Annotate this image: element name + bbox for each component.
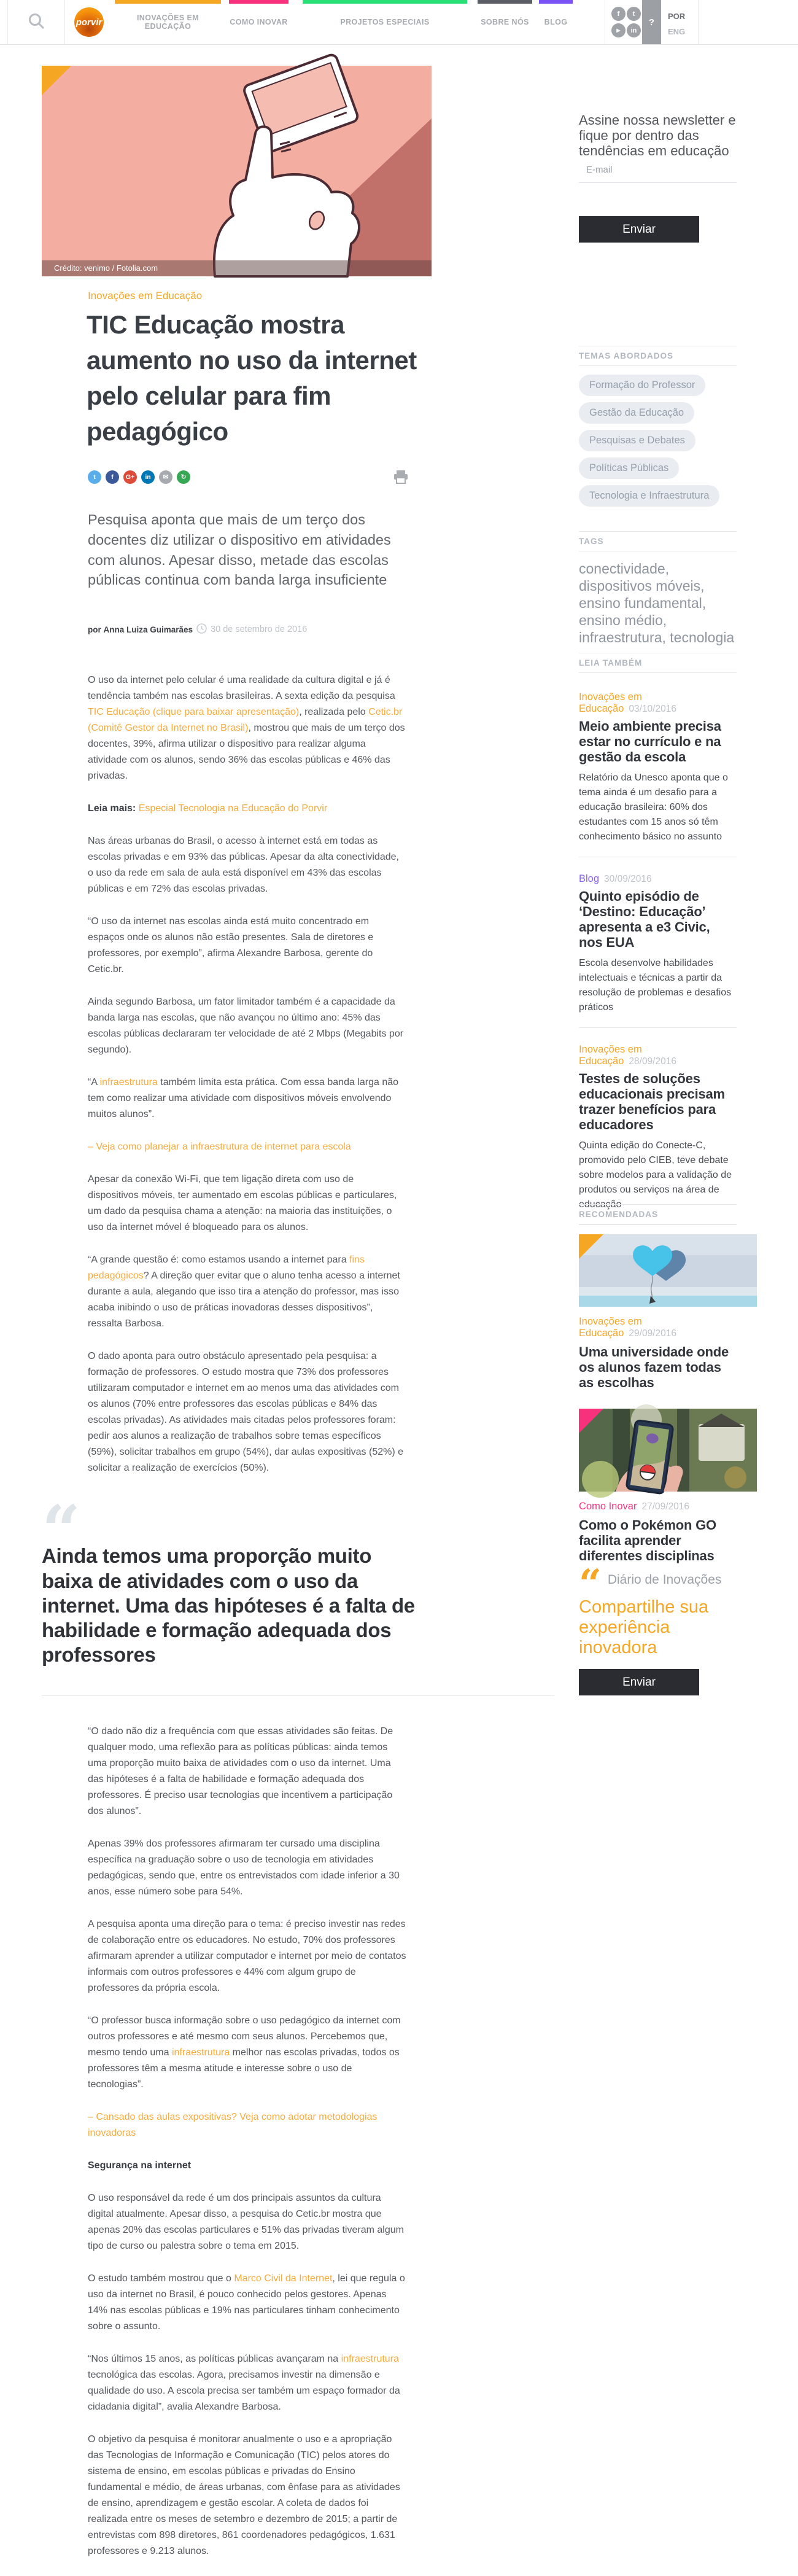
- tags-heading: TAGS: [579, 531, 737, 551]
- diario-cta-link[interactable]: Compartilhe sua experiência inovadora: [579, 1597, 709, 1657]
- text-segment: O dado aponta para outro obstáculo apresentado pela pesquisa: a formação de professores. O estudo mostra que 73% dos professores utilizaram computador e internet em ao menos uma das atividades com os alunos (70% entre professores das escolas públicas e 84% das escolas privadas). As atividades mais citadas pelos professores foram: pedir aos alunos a realização de trabalhos sobre temas específicos (59%), solicitar trabalhos em grupo (54%), dar aulas expositivas (52%) e solicitar a realização de exercícios (50%).: [88, 1351, 404, 1474]
- nav-item-projetos-especiais[interactable]: [303, 0, 467, 44]
- inline-link[interactable]: infraestrutura: [171, 2047, 230, 2058]
- article-paragraph: [88, 1836, 407, 1900]
- related-category-link[interactable]: Inovações em Educação: [579, 1044, 642, 1067]
- print-icon[interactable]: [393, 470, 408, 487]
- share-twitter-icon[interactable]: t: [88, 470, 101, 484]
- share-googleplus-icon[interactable]: G+: [123, 470, 137, 484]
- nav-label: SOBRE NÓS: [481, 18, 529, 26]
- related-category-link[interactable]: Blog: [579, 873, 600, 884]
- recomendadas-heading: RECOMENDADAS: [579, 1204, 737, 1224]
- share-email-icon[interactable]: ✉: [159, 470, 172, 484]
- divider: [42, 1695, 554, 1696]
- related-title-link[interactable]: Quinto episódio de ‘Destino: Educação’ apresenta a e3 Civic, nos EUA: [579, 889, 710, 950]
- text-segment: melhor nas escolas privadas, todos os professores têm a mesma atitude e interesse sobre o uso de tecnologias”.: [88, 2047, 400, 2090]
- text-segment: , mostrou que mais de um terço dos docentes, 39%, afirma utilizar o dispositivo para realizar alguma atividade com os alunos, sendo 36% das escolas públicas e 46% das privadas.: [88, 723, 405, 782]
- logo-text: porvir: [76, 17, 103, 28]
- text-segment: “Nos últimos 15 anos, as políticas públicas avançaram na: [88, 2353, 341, 2364]
- text-segment: “O uso da internet nas escolas ainda está muito concentrado em espaços onde os alunos não estão presentes. Sala de diretores e professores, por exemplo”, afirma Alexandre Barbosa, gerente do Cetic.br.: [88, 916, 374, 975]
- article-paragraph: [88, 2190, 407, 2254]
- article-body: [42, 672, 415, 2559]
- article-paragraph: [88, 801, 407, 817]
- text-segment: O estudo também mostrou que o: [88, 2273, 234, 2284]
- inline-link[interactable]: Especial Tecnologia na Educação do Porvir: [136, 803, 328, 814]
- inline-link[interactable]: infraestrutura: [99, 1077, 158, 1088]
- share-bar: [88, 470, 408, 484]
- inline-link[interactable]: TIC Educação (clique para baixar apresentação): [88, 707, 300, 718]
- section-subheading: Segurança na internet: [88, 2160, 192, 2171]
- search-icon: [27, 12, 45, 33]
- article-paragraph: [88, 1252, 407, 1332]
- page-title: TIC Educação mostra aumento no uso da internet pelo celular para fim pedagógico: [87, 310, 417, 446]
- diario-label: Diário de Inovações: [607, 1573, 722, 1587]
- related-excerpt: Relatório da Unesco aponta que o tema ainda é um desafio para a educação brasileira: 60% dos estudantes com 15 anos só têm conhecimento básico no assunto: [579, 772, 728, 842]
- share-facebook-icon[interactable]: f: [106, 470, 119, 484]
- help-button[interactable]: ?: [642, 0, 661, 44]
- tag-pill[interactable]: Tecnologia e Infraestrutura: [579, 485, 719, 507]
- tags-list[interactable]: conectividade, dispositivos móveis, ensino fundamental, ensino médio, infraestrutura, tecnologia: [579, 561, 735, 645]
- related-title-link[interactable]: Meio ambiente precisa estar no currículo e na gestão da escola: [579, 718, 721, 765]
- article-paragraph: [88, 2351, 407, 2415]
- recommended-category-link[interactable]: Como Inovar: [579, 1501, 637, 1512]
- related-date: 03/10/2016: [629, 704, 676, 714]
- linkedin-icon[interactable]: in: [627, 23, 641, 37]
- porvir-logo[interactable]: [74, 7, 104, 37]
- leia-tambem-heading: LEIA TAMBÉM: [579, 653, 737, 673]
- recommended-title-link[interactable]: Uma universidade onde os alunos fazem todas as escolhas: [579, 1344, 729, 1390]
- byline: [88, 623, 432, 636]
- facebook-icon[interactable]: f: [611, 7, 626, 21]
- pull-quote-text: Ainda temos uma proporção muito baixa de atividades com o uso da internet. Uma das hipóteses é a falta de habilidade e formação adequada dos professores: [42, 1544, 415, 1667]
- hero-image: [42, 66, 432, 276]
- text-segment: “A grande questão é: como estamos usando a internet para: [88, 1255, 350, 1266]
- article-category-link[interactable]: Inovações em Educação: [88, 290, 203, 302]
- article-paragraph: [88, 1172, 407, 1235]
- quote-icon: “: [579, 1561, 602, 1607]
- divider: [698, 0, 699, 44]
- nav-item-como-inovar[interactable]: [229, 0, 289, 44]
- related-excerpt: Escola desenvolve habilidades intelectuais e técnicas a partir da resolução de problemas e desafios práticos: [579, 958, 732, 1013]
- leia-tambem-section: [579, 653, 737, 1241]
- nav-item-inovacoes-em-educacao[interactable]: [115, 0, 221, 44]
- text-segment: A pesquisa aponta uma direção para o tema: é preciso investir nas redes de colaboração entre os educadores. No estudo, 70% dos professores afirmaram aprender a utilizar computador e internet por meio de contatos informais com outros professores e 44% com algum grupo de professores da própria escola.: [88, 1918, 406, 1993]
- temas-heading: TEMAS ABORDADOS: [579, 346, 737, 366]
- search-button[interactable]: [7, 0, 65, 44]
- article-paragraph: [88, 833, 407, 897]
- tags-section: [579, 531, 737, 646]
- tag-pill[interactable]: Pesquisas e Debates: [579, 430, 695, 451]
- divider: [579, 1027, 737, 1028]
- text-segment: Ainda segundo Barbosa, um fator limitador também é a capacidade da banda larga nas escolas, que não avançou no último ano: 45% das escolas públicas declararam ter velocidade de até 2 Mbps (Megabits por segundo).: [88, 997, 404, 1056]
- related-article: [579, 873, 737, 1028]
- inline-link[interactable]: infraestrutura: [341, 2353, 399, 2364]
- related-article: [579, 691, 737, 857]
- clock-icon: [196, 623, 207, 636]
- article-paragraph: [88, 2432, 407, 2559]
- newsletter-heading: Assine nossa newsletter e fique por dentro das tendências em educação: [579, 112, 736, 158]
- newsletter-send-button[interactable]: Enviar: [579, 216, 699, 243]
- youtube-icon[interactable]: ▶: [611, 23, 626, 37]
- inline-link[interactable]: – Veja como planejar a infraestrutura de internet para escola: [88, 1142, 351, 1153]
- text-segment: ? A direção quer evitar que o aluno tenha acesso a internet durante a aula, alegando que isso tira a atenção do professor, mas isso acaba inibindo o uso de práticas inovadoras desses dispositivos”, ressalta Barbosa.: [88, 1270, 400, 1329]
- recommended-date: 27/09/2016: [641, 1501, 690, 1512]
- article-subtitle: Pesquisa aponta que mais de um terço dos docentes diz utilizar o dispositivo em atividades com alunos. Apesar disso, metade das escolas públicas continua com banda larga insuficiente: [88, 511, 391, 588]
- corner-triangle-icon: [579, 1234, 603, 1259]
- diario-send-button[interactable]: Enviar: [579, 1669, 699, 1695]
- recommended-date: 29/09/2016: [629, 1328, 676, 1339]
- twitter-icon[interactable]: t: [627, 7, 641, 21]
- recomendadas-section: [579, 1204, 737, 1570]
- article-paragraph: [88, 2271, 407, 2335]
- tag-pill[interactable]: Políticas Públicas: [579, 457, 679, 479]
- text-segment: “O dado não diz a frequência com que essas atividades são feitas. De qualquer modo, uma reflexão para as políticas públicas: ainda temos uma proporção muito baixa de atividades com o uso da internet. Uma das hipóteses é a falta de habilidade e formação adequada dos professores. É preciso usar tecnologias que incentivem a participação dos alunos”.: [88, 1726, 393, 1816]
- corner-triangle-icon: [579, 1409, 603, 1433]
- related-category-link[interactable]: Inovações em Educação: [579, 691, 642, 714]
- article-paragraph: [88, 1916, 407, 1996]
- article-paragraph: [88, 1139, 407, 1155]
- tag-pill[interactable]: Formação do Professor: [579, 375, 705, 396]
- share-linkedin-icon[interactable]: in: [141, 470, 155, 484]
- related-date: 28/09/2016: [629, 1056, 676, 1067]
- lang-eng-button[interactable]: ENG: [668, 27, 686, 36]
- temas-pills: [579, 375, 737, 507]
- email-field[interactable]: [579, 158, 737, 183]
- text-segment: , realizada pelo: [299, 707, 369, 718]
- text-segment: O objetivo da pesquisa é monitorar anualmente o uso e a apropriação das Tecnologias de Informação e Comunicação (TIC) pelos atores do sistema de ensino, em escolas públicas e privadas do Ensino fundamental e médio, de áreas urbanas, com ênfase para as atividades de ensino, aprendizagem e gestão escolar. A coleta de dados foi realizada entre os meses de setembro e dezembro de 2015; a partir de entrevistas com 898 diretores, 861 coordenadores pedagógicos, 1.631 professores e 9.213 alunos.: [88, 2434, 400, 2556]
- nav-item-blog[interactable]: [539, 0, 573, 44]
- heart-balloon-photo[interactable]: [579, 1234, 757, 1310]
- inline-link[interactable]: Marco Civil da Internet: [234, 2273, 333, 2284]
- article-paragraph: [88, 1724, 407, 1819]
- related-date: 30/09/2016: [604, 874, 652, 884]
- newsletter-field-wrap: [579, 158, 737, 183]
- tag-pill[interactable]: Gestão da Educação: [579, 402, 694, 424]
- article-paragraph: [88, 2109, 407, 2141]
- text-segment: O uso da internet pelo celular é uma realidade da cultura digital e já é tendência também nas escolas brasileiras. A sexta edição da pesquisa: [88, 675, 395, 702]
- nav-item-sobre-nos[interactable]: [478, 0, 532, 44]
- text-segment: Apesar da conexão Wi-Fi, que tem ligação direta com uso de dispositivos móveis, ter aumentado em escolas públicas e particulares, um dado da pesquisa chama a atenção: na maioria das instituições, o uso da internet móvel é bloqueado para os alunos.: [88, 1174, 397, 1233]
- nav-label: INOVAÇÕES EM EDUCAÇÃO: [136, 14, 200, 31]
- article-column: [42, 66, 432, 2576]
- article-paragraph: [88, 994, 407, 1058]
- article-paragraph: [88, 1075, 407, 1123]
- text-segment: , lei que regula o uso da internet no Brasil, é pouco conhecido pelos gestores. Apenas 14% nas escolas públicas e 19% nas particulares tinham conhecimento sobre o assunto.: [88, 2273, 405, 2332]
- lang-por-button[interactable]: POR: [668, 12, 686, 21]
- text-segment: “A: [88, 1077, 100, 1088]
- share-repost-icon[interactable]: ↻: [177, 470, 190, 484]
- nav-label: COMO INOVAR: [230, 18, 288, 26]
- recommended-title-link[interactable]: Como o Pokémon GO facilita aprender diferentes disciplinas: [579, 1517, 716, 1563]
- article-paragraph: [88, 2013, 407, 2093]
- text-segment: também limita esta prática. Com essa banda larga não tem como realizar uma atividade com dispositivos móveis envolvendo muitos alunos”.: [88, 1077, 399, 1120]
- text-segment: Apenas 39% dos professores afirmaram ter cursado uma disciplina específica na graduação sobre o uso de tecnologia em atividades pedagógicas, sendo que, entre os entrevistados com idade inferior a 30 anos, esse número sobe para 54%.: [88, 1838, 400, 1897]
- top-header: [0, 0, 798, 45]
- pokemon-go-photo[interactable]: [579, 1409, 757, 1495]
- article-paragraph: [88, 672, 407, 784]
- byline-author: por Anna Luiza Guimarães: [88, 625, 193, 634]
- related-excerpt: Quinta edição do Conecte-C, promovido pelo CIEB, teve debate sobre modelos para a validação de produtos ou serviços na área de educação: [579, 1140, 732, 1210]
- temas-section: [579, 346, 737, 513]
- quote-icon: “: [42, 1490, 81, 1570]
- text-segment: tecnológica das escolas. Agora, precisamos investir na dimensão e qualidade do uso. A escola precisa ser também um espaço formador da cidadania digital”, avalia Alexandre Barbosa.: [88, 2369, 400, 2412]
- recommended-card: [579, 1234, 737, 1390]
- related-title-link[interactable]: Testes de soluções educacionais precisam trazer benefícios para educadores: [579, 1071, 725, 1132]
- article-paragraph: [88, 914, 407, 978]
- nav-label: BLOG: [544, 18, 568, 26]
- nav-label: PROJETOS ESPECIAIS: [340, 18, 430, 26]
- bold-text: Leia mais:: [88, 803, 136, 814]
- text-segment: “O professor busca informação sobre o uso pedagógico da internet com outros professores e até mesmo com seus alunos. Percebemos que, mesmo tendo uma: [88, 2015, 401, 2058]
- publish-date: 30 de setembro de 2016: [211, 625, 308, 635]
- image-credit: Crédito: venimo / Fotolia.com: [42, 260, 432, 276]
- diario-section: [579, 1561, 737, 1695]
- article-paragraph: [88, 1348, 407, 1476]
- text-segment: O uso responsável da rede é um dos principais assuntos da cultura digital atualmente. Apesar disso, a pesquisa do Cetic.br mostra que apenas 20% das escolas particulares e 51% das privadas tiveram algum tipo de curso ou palestra sobre o tema em 2015.: [88, 2192, 404, 2251]
- inline-link[interactable]: fins pedagógicos: [88, 1255, 365, 1282]
- related-article: [579, 1044, 737, 1225]
- text-segment: Nas áreas urbanas do Brasil, o acesso à internet está em todas as escolas privadas e em 93% das públicas. Apesar da alta conectividade, o uso da rede em sala de aula está disponível em 43% das escolas públicas e em 72% das escolas privadas.: [88, 836, 399, 895]
- inline-link[interactable]: Cetic.br (Comitê Gestor da Internet no Brasil): [88, 707, 403, 734]
- hand-phone-illustration: [42, 66, 432, 276]
- pull-quote: [42, 1490, 422, 1667]
- recommended-category-link[interactable]: Inovações em Educação: [579, 1316, 642, 1339]
- recommended-card: [579, 1409, 737, 1563]
- inline-link[interactable]: – Cansado das aulas expositivas? Veja como adotar metodologias inovadoras: [88, 2111, 378, 2138]
